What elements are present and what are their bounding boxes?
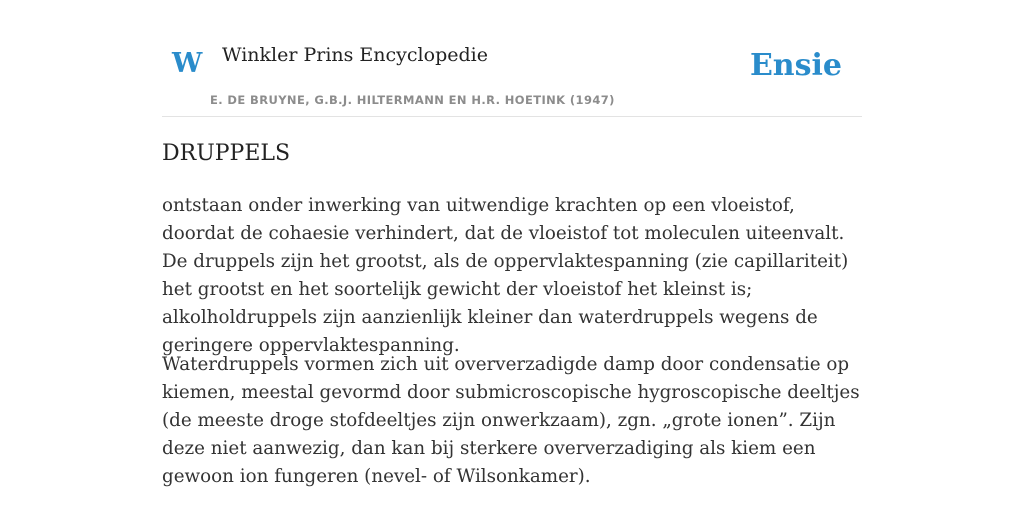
source-header: [162, 0, 862, 117]
source-title[interactable]: Winkler Prins Encyclopedie: [222, 44, 488, 66]
ensie-logo[interactable]: Ensie: [749, 48, 842, 83]
article-paragraph-1: ontstaan onder inwerking van uitwendige krachten op een vloeistof, doordat de cohaesie verhindert, dat de vloeistof tot moleculen uiteenvalt. De druppels zijn het grootst, als de oppervlaktespanning (zie capillariteit) het grootst en het soortelijk gewicht der vloeistof het kleinst is; alkolholdruppels zijn aanzienlijk kleiner dan waterdruppels wegens de geringere oppervlaktespanning.: [162, 195, 849, 356]
article-title: DRUPPELS: [162, 141, 291, 166]
article-container: [162, 0, 862, 487]
source-authors: E. DE BRUYNE, G.B.J. HILTERMANN EN H.R. HOETINK (1947): [210, 93, 615, 107]
winkler-prins-logo[interactable]: W: [172, 48, 203, 79]
article-paragraph-2: Waterdruppels vormen zich uit oververzadigde damp door condensatie op kiemen, meestal gevormd door submicroscopische hygroscopische deeltjes (de meeste droge stofdeeltjes zijn onwerkzaam), zgn. „grote ionen”. Zijn deze niet aanwezig, dan kan bij sterkere oververzadiging als kiem een gewoon ion fungeren (nevel- of Wilsonkamer).: [162, 354, 860, 487]
